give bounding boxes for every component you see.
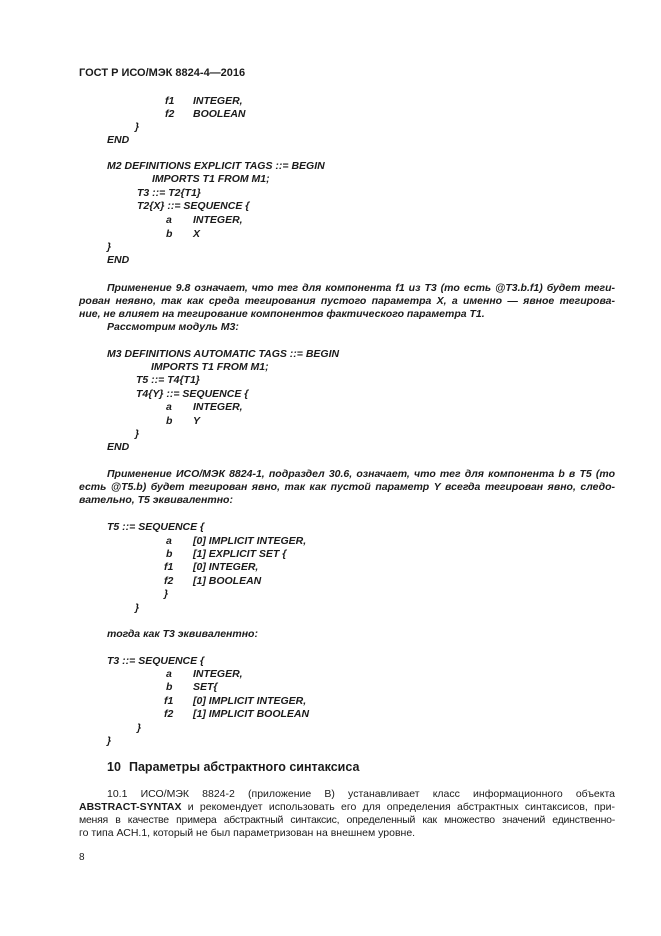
section-number: 10 bbox=[107, 760, 121, 774]
paragraph-line: 10.1 ИСО/МЭК 8824-2 (приложение B) устанавливает класс информационного объекта bbox=[107, 788, 615, 800]
code-end: END bbox=[107, 134, 130, 146]
code-line: T5 ::= T4{T1} bbox=[136, 374, 200, 386]
paragraph-text: и рекомендует использовать его для определения абстрактных синтаксисов, при- bbox=[181, 801, 615, 813]
paragraph-line: рован неявно, так как среда тегирования пустого параметра X, а именно — явное тегирова- bbox=[79, 295, 615, 307]
paragraph-line: Применение ИСО/МЭК 8824-1, подраздел 30.6, означает, что тег для компонента b в T5 (то bbox=[107, 468, 615, 480]
code-field-type: INTEGER, bbox=[193, 401, 243, 413]
code-field-name: f1 bbox=[165, 95, 175, 107]
paragraph-line: Применение 9.8 означает, что тег для компонента f1 из T3 (то есть @T3.b.f1) будет теги- bbox=[107, 282, 615, 294]
code-field-name: f1 bbox=[164, 695, 174, 707]
code-field-type: INTEGER, bbox=[193, 668, 243, 680]
page-header: ГОСТ Р ИСО/МЭК 8824-4—2016 bbox=[79, 67, 246, 79]
paragraph-line: вательно, T5 эквивалентно: bbox=[79, 494, 233, 506]
code-field-name: a bbox=[166, 214, 172, 226]
code-field-type: [1] BOOLEAN bbox=[193, 575, 262, 587]
code-field-name: b bbox=[166, 681, 173, 693]
code-brace: } bbox=[137, 722, 142, 734]
code-field-name: f2 bbox=[164, 708, 174, 720]
code-line: T2{X} ::= SEQUENCE { bbox=[137, 200, 250, 212]
code-field-type: [0] INTEGER, bbox=[193, 561, 259, 573]
code-brace: } bbox=[135, 121, 140, 133]
code-field-name: a bbox=[166, 535, 172, 547]
code-field-type: [1] IMPLICIT BOOLEAN bbox=[193, 708, 310, 720]
code-line: T3 ::= SEQUENCE { bbox=[107, 655, 205, 667]
code-field-type: SET{ bbox=[193, 681, 218, 693]
code-line: T3 ::= T2{T1} bbox=[137, 187, 201, 199]
code-field-type: BOOLEAN bbox=[193, 108, 246, 120]
code-field-name: a bbox=[166, 401, 172, 413]
paragraph-line: го типа АСН.1, который не был параметризован на внешнем уровне. bbox=[79, 827, 416, 839]
code-field-type: [0] IMPLICIT INTEGER, bbox=[193, 535, 307, 547]
paragraph-line: есть @T5.b) будет тегирован явно, так как пустой параметр Y всегда тегирован явно, следо- bbox=[79, 481, 615, 493]
code-field-name: b bbox=[166, 548, 173, 560]
code-field-type: [1] EXPLICIT SET { bbox=[193, 548, 287, 560]
code-field-type: INTEGER, bbox=[193, 95, 243, 107]
code-brace: } bbox=[135, 602, 140, 614]
code-field-name: a bbox=[166, 668, 172, 680]
code-brace: } bbox=[107, 735, 112, 747]
code-end: END bbox=[107, 254, 130, 266]
code-field-name: f2 bbox=[164, 575, 174, 587]
code-field-type: INTEGER, bbox=[193, 214, 243, 226]
paragraph-line: меняя в качестве примера абстрактный синтаксис, определенный как множество значений единственно- bbox=[79, 814, 615, 826]
code-field-type: Y bbox=[193, 415, 201, 427]
code-line: T5 ::= SEQUENCE { bbox=[107, 521, 205, 533]
code-brace: } bbox=[135, 428, 140, 440]
paragraph-line: тогда как T3 эквивалентно: bbox=[107, 628, 258, 640]
paragraph-line bbox=[79, 801, 615, 814]
code-field-name: b bbox=[166, 415, 173, 427]
code-end: END bbox=[107, 441, 130, 453]
code-imports: IMPORTS T1 FROM M1; bbox=[151, 361, 269, 373]
term-bold: ABSTRACT-SYNTAX bbox=[79, 801, 182, 813]
code-field-type: [0] IMPLICIT INTEGER, bbox=[193, 695, 307, 707]
code-imports: IMPORTS T1 FROM M1; bbox=[152, 173, 270, 185]
code-module-def: M2 DEFINITIONS EXPLICIT TAGS ::= BEGIN bbox=[107, 160, 325, 172]
code-brace: } bbox=[164, 588, 169, 600]
code-line: T4{Y} ::= SEQUENCE { bbox=[136, 388, 249, 400]
code-field-name: f1 bbox=[164, 561, 174, 573]
paragraph-line: Рассмотрим модуль M3: bbox=[107, 321, 239, 333]
code-module-def: M3 DEFINITIONS AUTOMATIC TAGS ::= BEGIN bbox=[107, 348, 340, 360]
code-field-name: f2 bbox=[165, 108, 175, 120]
page-number: 8 bbox=[79, 852, 85, 863]
code-brace: } bbox=[107, 241, 112, 253]
paragraph-line: ние, не влияет на тегирование компонентов фактического параметра T1. bbox=[79, 308, 485, 320]
code-field-name: b bbox=[166, 228, 173, 240]
code-field-type: X bbox=[193, 228, 201, 240]
section-title: Параметры абстрактного синтаксиса bbox=[129, 760, 360, 774]
